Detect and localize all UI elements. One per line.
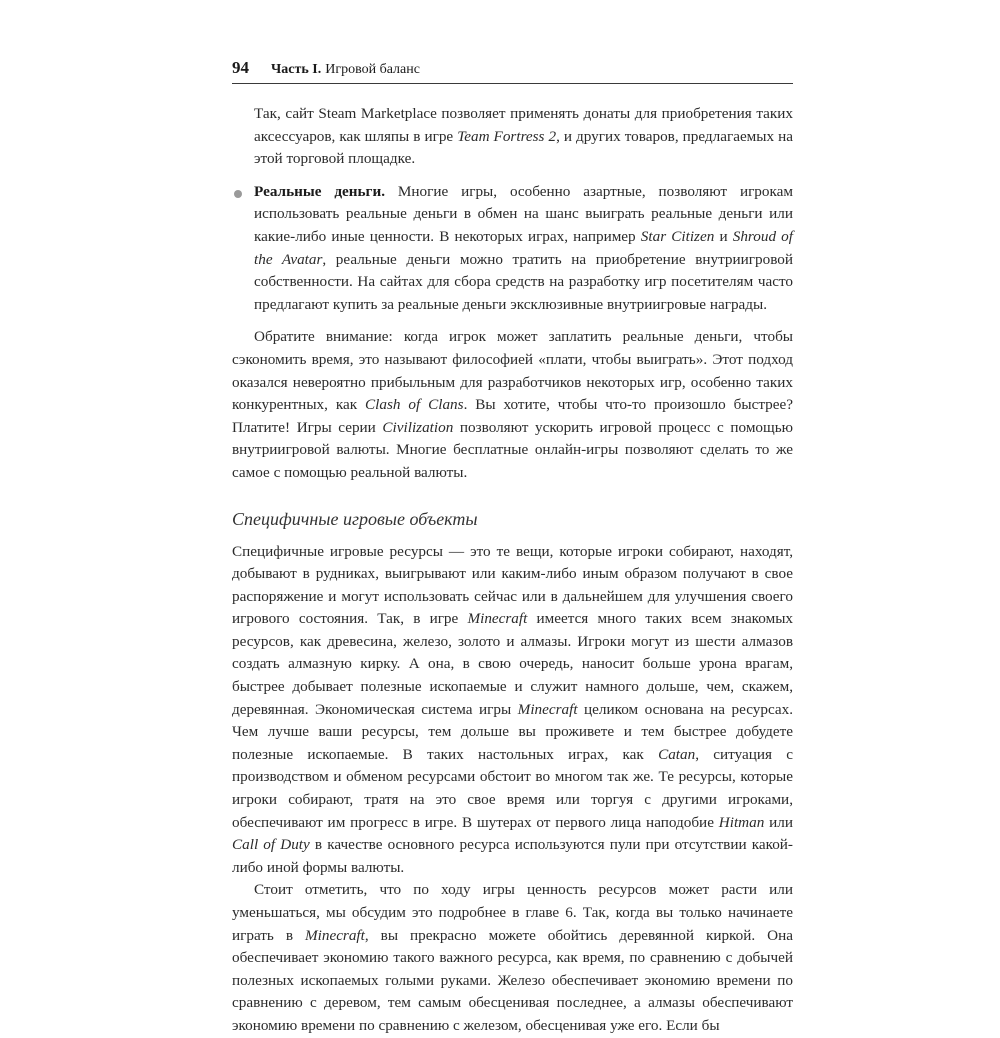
paragraph-text: и xyxy=(714,227,733,245)
paragraph-text: , вы прекрасно можете обойтись деревянной киркой. Она обеспечивает экономию такого важного ресурса, как время, по сравнению с добычей полезных ископаемых голыми руками. Железо обеспечивает экономию времени по сравнению с деревом, тем самым обесценивая последнее, а алмазы обеспечивают экономию времени по сравнению с железом, обесценивая уже его. Если бы xyxy=(232,926,793,1034)
game-title: Call of Duty xyxy=(232,836,310,854)
bullet-icon xyxy=(234,190,242,198)
paragraph-text: целиком основана на ресурсах. Чем лучше ваши ресурсы, тем дольше вы проживете и тем быстрее добудете полезные ископаемые. В таких настольных играх, как xyxy=(232,700,794,763)
paragraph-text: имеется много таких всем знакомых ресурсов, как древесина, железо, золото и алмазы. Игроки могут из шести алмазов создать алмазную кирку. А она, в свою очередь, наносит больше урона врагам, быстрее добывает полезные ископаемые и служит намного дольше, чем, скажем, деревянная. Экономическая система игры xyxy=(232,610,794,718)
game-title: Clash of Clans xyxy=(365,396,464,414)
part-label: Часть I. xyxy=(271,62,322,77)
section-heading: Специфичные игровые объекты xyxy=(232,508,478,529)
paragraph-text: или xyxy=(764,813,793,831)
game-title: Shroud of the Avatar xyxy=(254,227,793,268)
paragraph-text: в качестве основного ресурса используются пули при отсутствии какой-либо иной формы валюты. xyxy=(232,836,793,876)
paragraph-text: Многие игры, особенно азартные, позволяют игрокам использовать реальные деньги в обмен на шанс выиграть реальные деньги или какие-либо иные ценности. В некоторых играх, например xyxy=(254,182,793,245)
paragraph-pay-to-win xyxy=(232,326,793,484)
game-title: Star Citizen xyxy=(640,227,715,245)
header-rule xyxy=(232,83,793,84)
bullet-item-real-money xyxy=(232,181,793,317)
paragraph-text: , и других товаров, предлагаемых на этой торговой площадке. xyxy=(254,127,793,168)
paragraph-text: Стоит отметить, что по ходу игры ценность ресурсов может расти или уменьшаться, мы обсудим это подробнее в главе 6. Так, когда вы только начинаете играть в xyxy=(232,881,793,944)
page-body xyxy=(232,103,793,1038)
page-number: 94 xyxy=(232,58,249,77)
paragraph-text: позволяют ускорить игровой процесс с помощью внутриигровой валюты. Многие бесплатные онлайн-игры позволяют сделать то же самое с помощью реальной валюты. xyxy=(232,418,793,481)
game-title: Civilization xyxy=(382,418,454,436)
game-title: Minecraft xyxy=(304,926,365,944)
running-header xyxy=(232,58,793,82)
paragraph-text: . Вы хотите, чтобы что-то произошло быстрее? Платите! Игры серии xyxy=(232,396,793,436)
game-title: Catan xyxy=(658,745,696,763)
paragraph-resource-value xyxy=(232,879,793,1037)
bullet-lead: Реальные деньги. xyxy=(254,182,385,200)
paragraph-text: , ситуация с производством и обменом ресурсами обстоит во многом так же. Те ресурсы, которые игроки собирают, тратя на это свое время или торгуя с другими игроками, обеспечивают им прогресс в игре. В шутерах от первого лица наподобие xyxy=(232,745,793,831)
game-title: Minecraft xyxy=(467,610,528,628)
paragraph-specific-resources xyxy=(232,541,793,880)
game-title: Team Fortress 2 xyxy=(457,127,557,145)
game-title: Hitman xyxy=(718,813,765,831)
game-title: Minecraft xyxy=(517,700,578,718)
paragraph-text: Обратите внимание: когда игрок может заплатить реальные деньги, чтобы сэкономить время, это называют философией «плати, чтобы выиграть». Этот подход оказался невероятно прибыльным для разработчиков некоторых игр, особенно таких конкурентных, как xyxy=(232,328,793,414)
paragraph-text: Так, сайт Steam Marketplace позволяет применять донаты для приобретения таких аксессуаров, как шляпы в игре xyxy=(254,105,793,145)
part-title: Игровой баланс xyxy=(325,62,420,77)
paragraph-text: Специфичные игровые ресурсы — это те вещи, которые игроки собирают, находят, добывают в рудниках, выигрывают или каким-либо иным образом получают в свое распоряжение и могут использовать сейчас или в дальнейшем для улучшения своего игрового состояния. Так, в игре xyxy=(232,542,793,628)
paragraph-text: , реальные деньги можно тратить на приобретение внутриигровой собственности. На сайтах для сбора средств на разработку игр посетителям часто предлагают купить за реальные деньги эксклюзивные внутриигровые награды. xyxy=(254,250,793,313)
paragraph-steam-marketplace xyxy=(232,103,793,171)
